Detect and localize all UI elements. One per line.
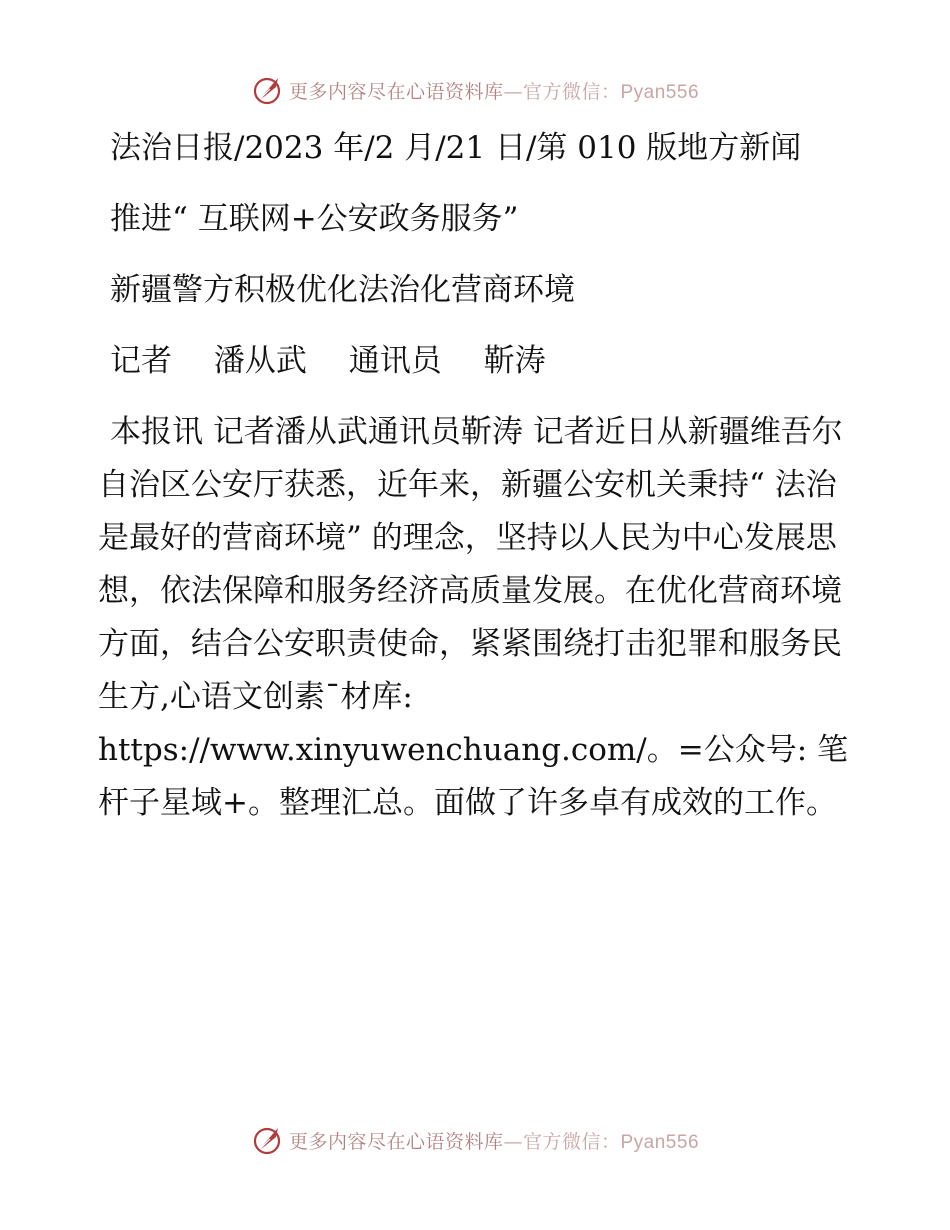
watermark-text bbox=[289, 77, 699, 104]
quill-logo-icon bbox=[251, 74, 283, 106]
headline-secondary: 新疆警方积极优化法治化营商环境 bbox=[110, 272, 575, 308]
footer-watermark bbox=[0, 1122, 950, 1158]
byline bbox=[98, 335, 858, 388]
watermark-official-label: 官方微信： bbox=[522, 80, 621, 103]
reporter-name: 潘从武 bbox=[213, 343, 307, 379]
watermark-dash: — bbox=[503, 1130, 523, 1153]
watermark-main-text: 更多内容尽在心语资料库 bbox=[288, 80, 504, 103]
document-body bbox=[98, 122, 858, 830]
watermark-handle: Pyan556 bbox=[620, 81, 700, 103]
watermark-official-label: 官方微信： bbox=[522, 1130, 621, 1153]
reporter-label: 记者 bbox=[110, 343, 172, 379]
quill-logo-icon bbox=[251, 1124, 283, 1156]
watermark-text bbox=[289, 1127, 699, 1154]
header-watermark bbox=[0, 72, 950, 108]
watermark-main-text: 更多内容尽在心语资料库 bbox=[288, 1130, 504, 1153]
correspondent-label: 通讯员 bbox=[348, 343, 442, 379]
article-body: 本报讯 记者潘从武通讯员靳涛 记者近日从新疆维吾尔自治区公安厅获悉，近年来，新疆公安机关秉持“ 法治是最好的营商环境” 的理念，坚持以人民为中心发展思想，依法保障和服务经济高质量发展。在优化营商环境方面，结合公安职责使命，紧紧围绕打击犯罪和服务民生方,心语文创素¯材库: https://www.xinyuwenchuang.com/。=公众号: 笔杆子星域+。整理汇总。面做了许多卓有成效的工作。 bbox=[98, 414, 849, 821]
watermark-handle: Pyan556 bbox=[620, 1131, 700, 1153]
headline-primary: 推进“ 互联网+公安政务服务” bbox=[110, 201, 519, 237]
watermark-dash: — bbox=[503, 80, 523, 103]
correspondent-name: 靳涛 bbox=[483, 343, 546, 379]
source-line: 法治日报/2023 年/2 月/21 日/第 010 版地方新闻 bbox=[110, 130, 802, 166]
